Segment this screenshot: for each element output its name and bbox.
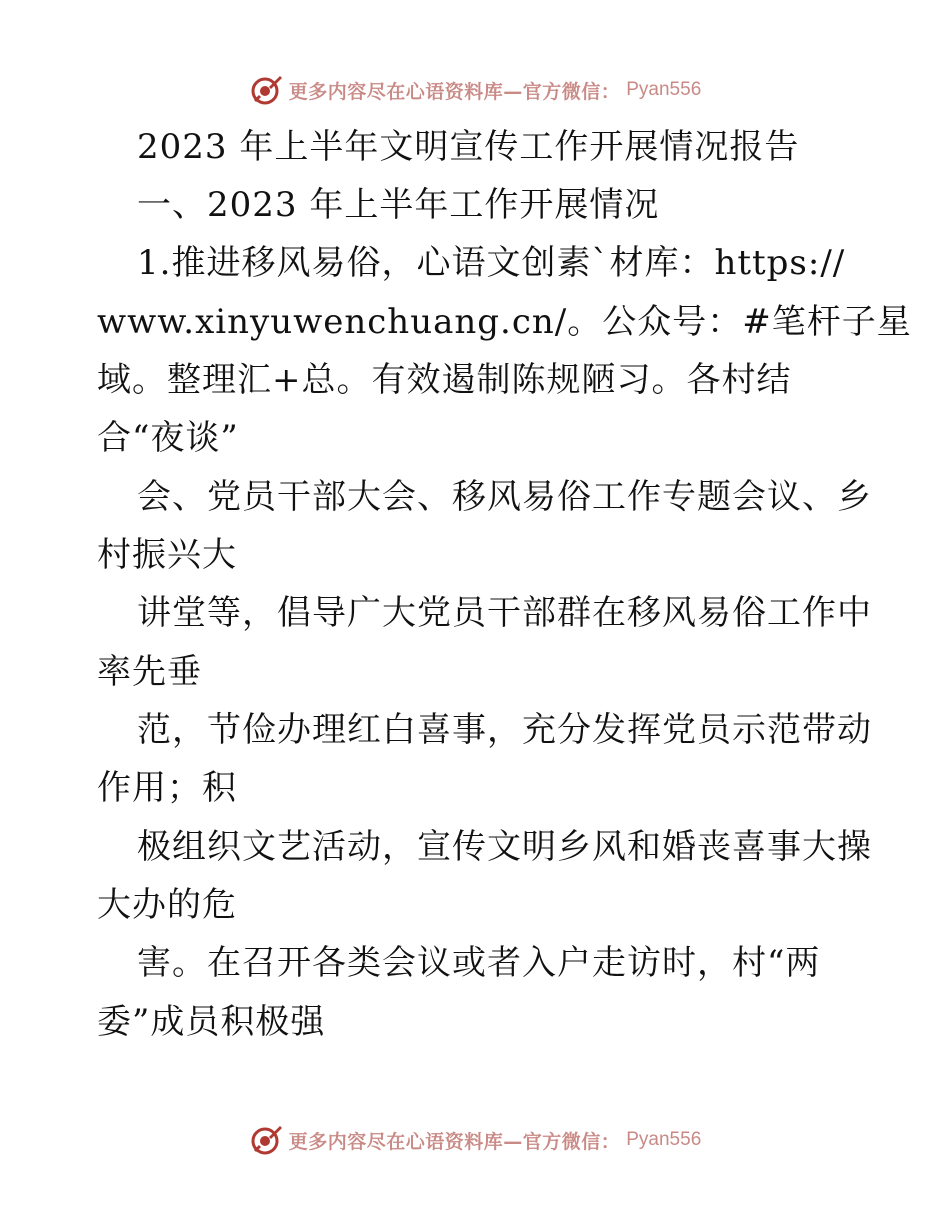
body-line: 合“夜谈” (97, 418, 239, 458)
body-line: 作用；积 (97, 768, 237, 808)
body-line: 极组织文艺活动，宣传文明乡风和婚丧喜事大操 (137, 827, 872, 867)
footer-watermark (0, 1120, 950, 1160)
section-heading: 一、2023 年上半年工作开展情况 (137, 185, 660, 225)
body-line: 大办的危 (97, 885, 237, 925)
watermark-text: 更多内容尽在心语资料库—官方微信： (288, 1130, 621, 1153)
body-line: 率先垂 (97, 652, 202, 692)
watermark-text: 更多内容尽在心语资料库—官方微信： (288, 80, 621, 103)
document-title: 2023 年上半年文明宣传工作开展情况报告 (137, 127, 800, 167)
body-line: 村振兴大 (97, 535, 237, 575)
watermark-wechat-id: Pyan556 (626, 79, 702, 100)
watermark-wechat-id: Pyan556 (626, 1129, 702, 1150)
body-line: 域。整理汇+总。有效遏制陈规陋习。各村结 (97, 360, 792, 400)
watermark-logo-icon (249, 73, 283, 107)
body-line: 讲堂等，倡导广大党员干部群在移风易俗工作中 (137, 593, 872, 633)
body-line: 害。在召开各类会议或者入户走访时，村“两 (137, 943, 821, 983)
body-line: www.xinyuwenchuang.cn/。公众号：#笔杆子星 (97, 302, 912, 342)
body-line: 委”成员积极强 (97, 1002, 326, 1042)
body-line: 范，节俭办理红白喜事，充分发挥党员示范带动 (137, 710, 872, 750)
header-watermark (0, 70, 950, 110)
body-line: 会、党员干部大会、移风易俗工作专题会议、乡 (137, 477, 872, 517)
watermark-logo-icon (249, 1123, 283, 1157)
body-line: 1.推进移风易俗，心语文创素`材库：https:// (137, 243, 846, 283)
